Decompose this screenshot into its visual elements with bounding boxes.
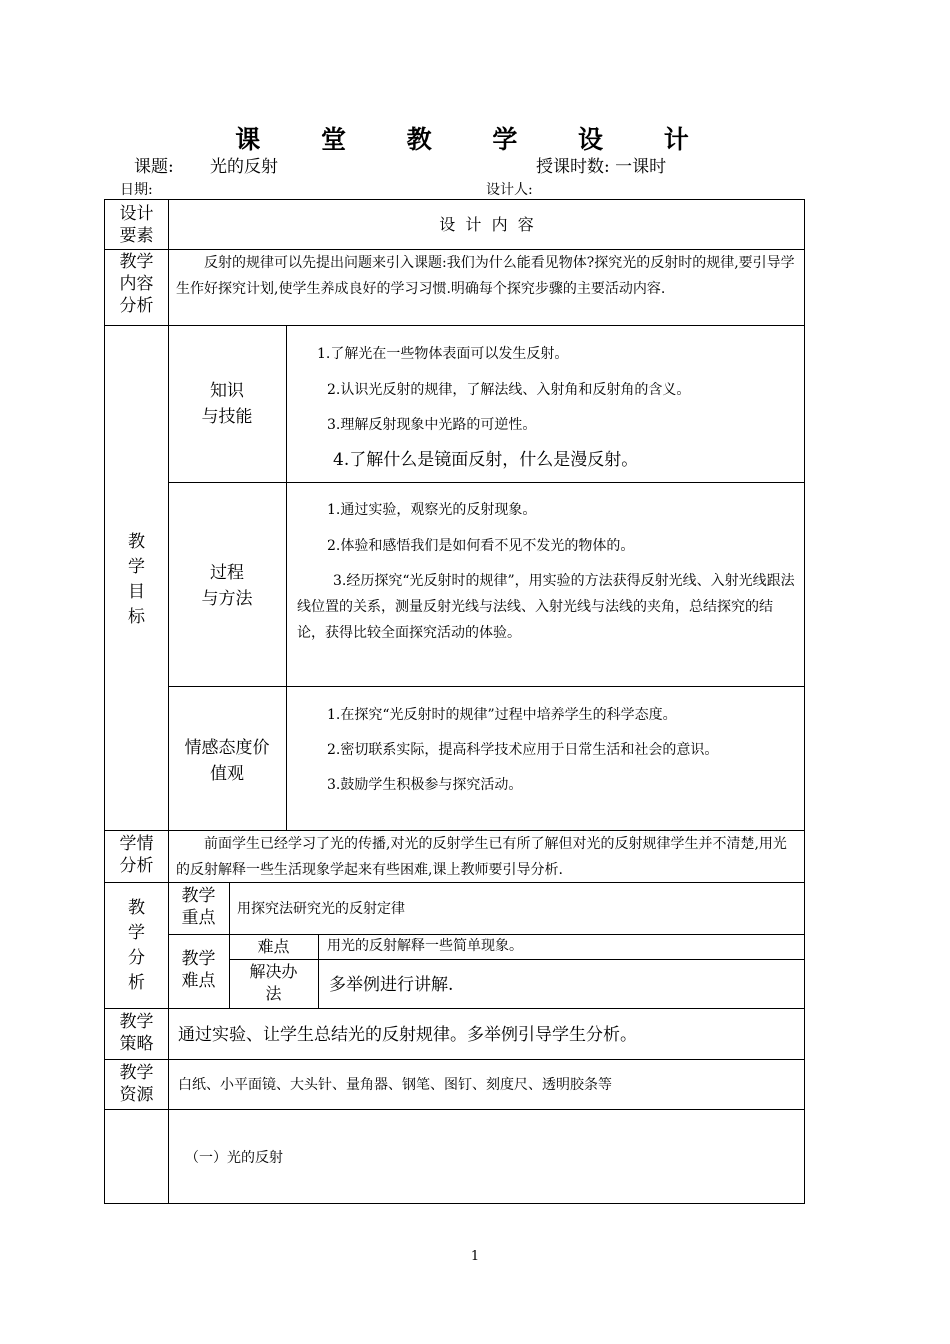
header-design-elements: 设计 要素 <box>119 204 154 246</box>
content-analysis-label: 教学 内容 分析 <box>119 252 154 316</box>
knowledge-item-2: 2.认识光反射的规律，了解法线、入射角和反射角的含义。 <box>327 382 691 398</box>
process-item-1: 1.通过实验，观察光的反射现象。 <box>327 502 537 518</box>
attitude-item-2: 2.密切联系实际，提高科学技术应用于日常生活和社会的意识。 <box>327 742 719 758</box>
resources-label: 教学 资源 <box>119 1063 154 1105</box>
class-hours: 授课时数: 一课时 <box>536 157 667 177</box>
knowledge-item-1: 1.了解光在一些物体表面可以发生反射。 <box>317 346 569 362</box>
learner-analysis-text: 前面学生已经学习了光的传播,对光的反射学生已有所了解但对光的反射规律学生并不清楚,用光的反射解释一些生活现象学起来有些困难,课上教师要引导分析. <box>176 836 787 878</box>
resources-text: 白纸、小平面镜、大头针、量角器、钢笔、图钉、刻度尺、透明胶条等 <box>178 1077 612 1093</box>
section-heading: （一）光的反射 <box>185 1150 283 1166</box>
design-table <box>104 199 805 1204</box>
process-item-3: 3.经历探究“光反射时的规律”，用实验的方法获得反射光线、入射光线跟法线位置的关系，测量反射光线与法线、入射光线与法线的夹角，总结探究的结论，获得比较全面探究活动的体验。 <box>297 573 795 641</box>
content-analysis-text: 反射的规律可以先提出问题来引入课题:我们为什么能看见物体?探究光的反射时的规律,要引导学生作好探究计划,使学生养成良好的学习习惯.明确每个探究步骤的主要活动内容. <box>176 255 795 297</box>
solution-text: 多举例进行讲解. <box>329 975 454 995</box>
process-item-2: 2.体验和感悟我们是如何看不见不发光的物体的。 <box>327 538 635 554</box>
process-methods-label: 过程 与方法 <box>201 563 253 609</box>
knowledge-item-4: 4.了解什么是镜面反射，什么是漫反射。 <box>333 450 639 470</box>
attitude-item-3: 3.鼓励学生积极参与探究活动。 <box>327 777 523 793</box>
page-title: 课 堂 教 学 设 计 <box>235 125 715 154</box>
header-design-content: 设 计 内 容 <box>439 215 534 234</box>
teaching-analysis-label: 教 学 分 析 <box>128 898 145 993</box>
topic-value: 光的反射 <box>210 157 278 177</box>
attitude-item-1: 1.在探究“光反射时的规律”过程中培养学生的科学态度。 <box>327 707 677 723</box>
difficulty-text: 用光的反射解释一些简单现象。 <box>327 938 523 954</box>
difficulty-sub-label: 难点 <box>257 937 290 956</box>
date-label: 日期: <box>120 182 153 198</box>
difficulty-label: 教学 难点 <box>181 949 216 991</box>
goals-label: 教 学 目 标 <box>128 532 145 627</box>
learner-analysis-label: 学情 分析 <box>119 834 154 876</box>
attitude-values-label: 情感态度价 值观 <box>184 738 270 784</box>
solution-sub-label: 解决办 法 <box>249 962 298 1003</box>
designer-label: 设计人: <box>486 182 533 198</box>
key-point-label: 教学 重点 <box>181 886 216 928</box>
knowledge-item-3: 3.理解反射现象中光路的可逆性。 <box>327 417 537 433</box>
strategy-label: 教学 策略 <box>119 1012 154 1054</box>
strategy-text: 通过实验、让学生总结光的反射规律。多举例引导学生分析。 <box>178 1025 637 1045</box>
knowledge-skills-label: 知识 与技能 <box>201 381 253 427</box>
key-point-text: 用探究法研究光的反射定律 <box>237 901 405 917</box>
page-number: 1 <box>470 1249 480 1264</box>
topic-label: 课题: <box>134 157 174 177</box>
